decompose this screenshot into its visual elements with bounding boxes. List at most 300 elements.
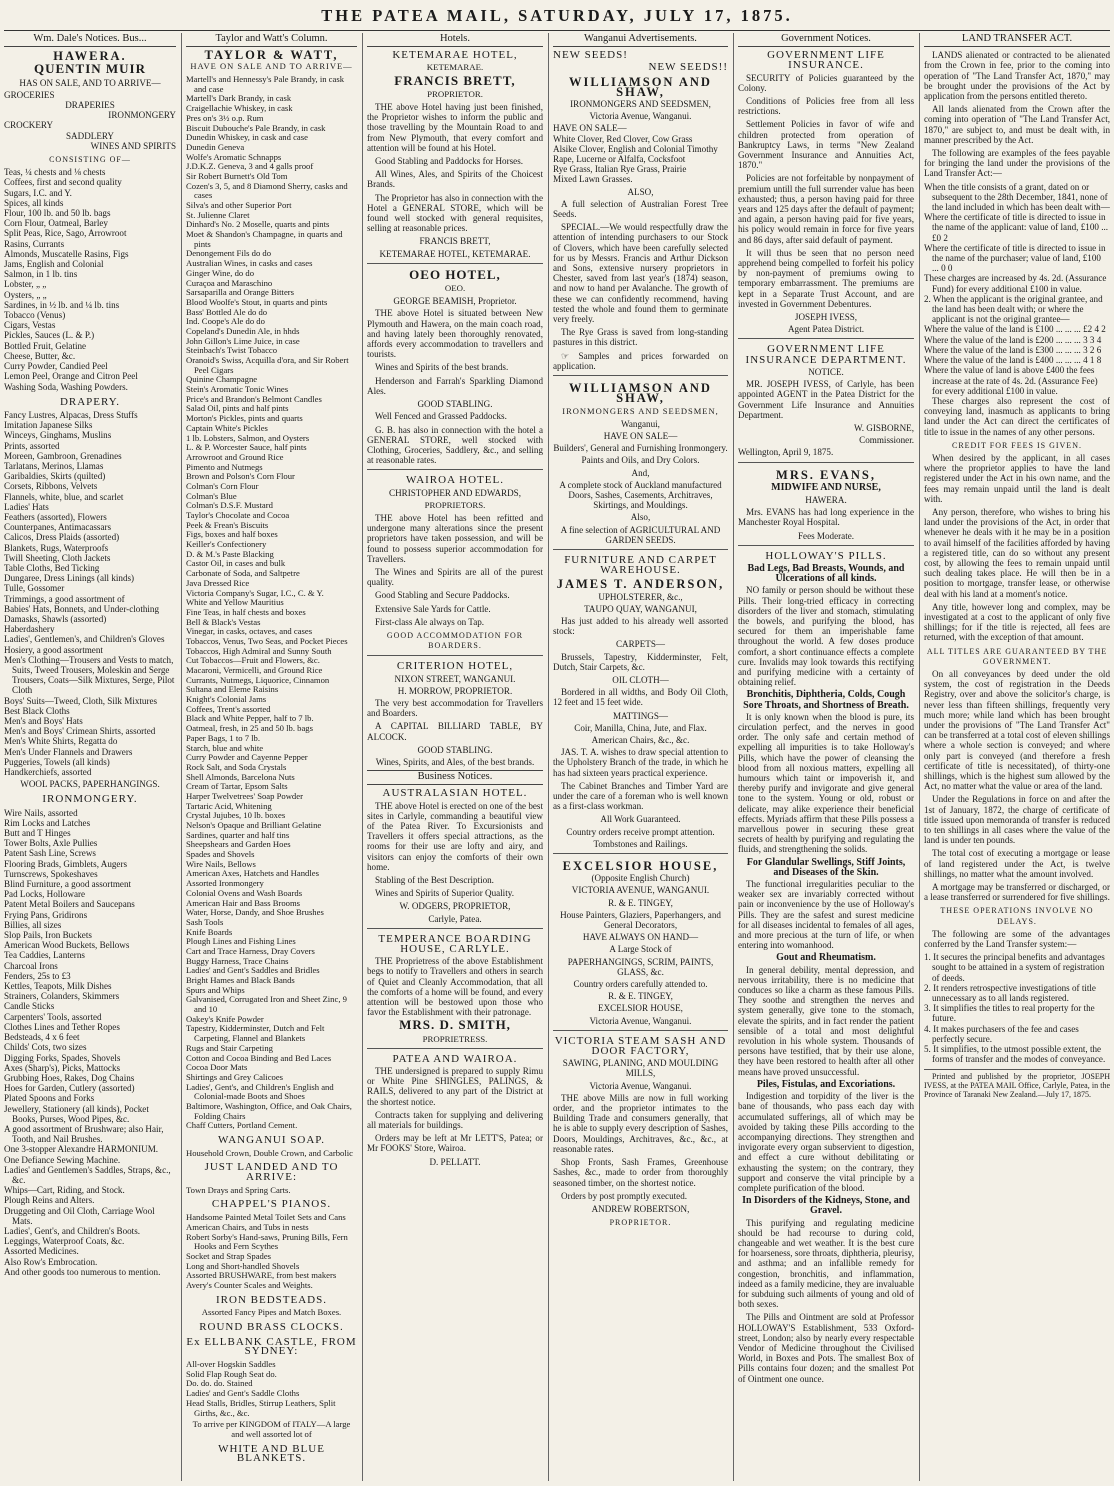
list-item: 2. It renders retrospective investigations of title unnecessary as to all lands registered. — [924, 982, 1096, 1004]
ad-signature: EXCELSIOR HOUSE, — [598, 1003, 683, 1014]
ad-criterion-hotel — [367, 655, 543, 767]
ad-name: JAMES T. ANDERSON, — [556, 577, 725, 592]
list-item: Men's White Shirts, Regatta do — [4, 736, 118, 747]
list-item: Tobacco (Venus) — [4, 310, 66, 321]
ad-body — [367, 801, 543, 899]
section-heading: IRONMONGERY. — [42, 793, 138, 806]
fee-line: Where the value of the land is £200 ... ... ... 3 3 4 — [924, 334, 1102, 345]
ad-body-line: Country orders receive prompt attention. — [566, 826, 715, 837]
list-item: Chaff Cutters, Portland Cement. — [186, 1120, 298, 1131]
ad-subhead: NOTICE. — [808, 366, 844, 377]
ad-paragraph: Conditions of Policies free from all less restrictions. — [738, 96, 914, 117]
list-item: Salad Oil, pints and half pints — [186, 403, 289, 414]
section-heading: ALL TITLES ARE GUARANTEED BY THE GOVERNMENT. — [926, 646, 1108, 666]
ad-name: VICTORIA STEAM SASH AND DOOR FACTORY, — [554, 1034, 727, 1058]
list-item: Cart and Trace Harness, Dray Covers — [186, 945, 315, 956]
ad-role: PROPRIETOR. — [427, 88, 483, 99]
list-item: Blood Woolfe's Stout, in quarts and pints — [186, 296, 328, 307]
ad-subtitle: (Opposite English Church) — [591, 873, 690, 884]
ad-place: NIXON STREET, WANGANUI. — [394, 673, 516, 684]
ad-paragraph: A CAPITAL BILLIARD TABLE, BY ALCOCK. — [367, 721, 543, 742]
ad-place: Wanganui, — [621, 418, 660, 429]
ad-paragraph: House Painters, Glaziers, Paperhangers, and General Decorators, — [560, 909, 721, 931]
list-item: Patent Sash Line, Screws — [4, 848, 96, 859]
fee-list — [924, 182, 1110, 396]
list-item: Martell's and Hennessy's Pale Brandy, in cask and case — [186, 74, 345, 94]
ad-body — [553, 1093, 728, 1201]
masthead-rule — [4, 30, 1110, 31]
ad-name: PATEA AND WAIROA. — [392, 1052, 518, 1065]
ad-signature: PROPRIETOR. — [609, 1218, 672, 1228]
ad-paragraph: Any person, therefore, who wishes to bring his land under the provisions of the Act, in order that whenever he deals with it he may be in a position to avail himself of the facilities afforded by having a registered title, can do so without any present cost, by allowing the fees to remain unpaid until such dealing takes place. He will then be in a position to mortgage, transfer lease, or otherwise deal with his land at a moment's notice. — [924, 506, 1110, 599]
ad-subhead: GOOD STABLING. — [417, 744, 493, 755]
list-item: Childs' Cots, two sizes — [4, 1042, 87, 1053]
ad-paragraph: Builders', General and Furnishing Ironmongery. — [553, 443, 728, 454]
list-item: Ladies', Gent's, and Children's Boots. — [4, 1225, 141, 1236]
ad-subtitle: SAWING, PLANING, AND MOULDING MILLS, — [562, 1058, 719, 1079]
list-item: Long and Short-handled Shovels — [186, 1260, 300, 1271]
list-item: Digging Forks, Spades, Shovels — [4, 1052, 121, 1063]
ad-address: Victoria Avenue, Wanganui. — [589, 1080, 692, 1091]
list-item: Tapestry, Kidderminster, Dutch and Felt Carpeting, Flannel and Blankets — [186, 1023, 325, 1044]
list-item: Flour, 100 lb. and 50 lb. bags — [4, 208, 111, 219]
list-item: Strainers, Colanders, Skimmers — [4, 991, 120, 1002]
ad-paragraph: A mortgage may be transferred or discharged, or a lease transferred or surrendered for five shillings. — [924, 882, 1110, 903]
ad-subtitle: IRONMONGERS AND SEEDSMEN, — [570, 99, 711, 110]
list-item: Damasks, Shawls (assorted) — [4, 613, 107, 624]
ad-paragraph: Wines and Spirits of the best brands. — [375, 362, 509, 373]
ad-oeo-hotel — [367, 263, 543, 465]
list-item: Steinbach's Twist Tobacco — [186, 345, 278, 356]
category-line: IRONMONGERY — [108, 110, 176, 121]
list-item: Also Row's Embrocation. — [4, 1256, 98, 1267]
list-item: Blankets, Rugs, Waterproofs — [4, 542, 109, 553]
list-item: 1 lb. Lobsters, Salmon, and Oysters — [186, 432, 310, 443]
list-item: Starch, blue and white — [186, 742, 264, 753]
list-item: Shirtings and Grey Calicoes — [186, 1071, 284, 1082]
list-item: Plated Spoons and Forks — [4, 1093, 95, 1104]
ad-holloways-pills — [738, 545, 914, 1384]
ad-insurance-notice — [738, 338, 914, 457]
list-item: Avery's Counter Scales and Weights. — [186, 1279, 313, 1290]
column-hotels — [367, 33, 543, 1481]
list-item: Blind Furniture, a good assortment — [4, 879, 132, 890]
masthead: THE PATEA MAIL, SATURDAY, JULY 17, 1875. — [321, 6, 793, 25]
goods-list — [186, 1360, 357, 1418]
ad-subtitle: HAVE ON SALE AND TO ARRIVE— — [190, 61, 353, 72]
goods-list — [186, 75, 357, 1131]
ad-body — [367, 698, 543, 742]
list-item: Charcoal Irons — [4, 960, 58, 971]
list-item: Brown and Polson's Corn Flour — [186, 471, 295, 482]
ad-wairoa-hotel — [367, 469, 543, 651]
ad-signature: Victoria Avenue, Wanganui. — [589, 1015, 692, 1026]
ad-top: NEW SEEDS!! — [648, 61, 728, 74]
ad-body-line: The functional irregularities peculiar to the weaker sex are invariably corrected without pain or inconvenience by the use of Holloway's Pills. They are the safest and surest medicine for all diseases incidental to females of all ages, and more precious at the turn of life, or when entering into womanhood. — [738, 879, 914, 951]
ad-subhead: In Disorders of the Kidneys, Stone, and Gravel. — [742, 1195, 910, 1217]
list-item: Macaroni, Vermicelli, and Ground Rice — [186, 665, 323, 675]
ad-paragraph: Good Stabling and Secure Paddocks. — [375, 590, 510, 601]
fee-line: Where the value of the land is £400 ... ... ... 4 1 8 — [924, 355, 1102, 366]
list-item: Tobaccos, Venus, Two Seas, and Pocket Pieces — [186, 635, 348, 646]
ad-name: AUSTRALASIAN HOTEL. — [382, 787, 528, 800]
ad-body — [367, 513, 543, 627]
ironmongery-list — [4, 808, 176, 1104]
list-item: Currants, Nutmegs, Liquorice, Cinnamon — [186, 674, 330, 685]
ad-paragraph: THE above Hotel is erected on one of the best sites in Carlyle, commanding a beautiful view of the Patea River. To Excursionists and Travellers it offers special attractions, as the rooms for their use are lofty and airy, and visitors can enjoy the comforts of their own home. — [367, 800, 543, 872]
list-item: Ladies' and Gent's Saddle Cloths — [186, 1388, 300, 1399]
column-government — [738, 33, 914, 1481]
ad-sash-factory — [553, 1030, 728, 1228]
list-item: Java Dressed Rice — [186, 577, 250, 588]
list-item: Sultana and Eleme Raisins — [186, 684, 279, 695]
list-item: Figs, boxes and half boxes — [186, 529, 278, 540]
ad-body — [367, 1066, 543, 1154]
ad-name: HOLLOWAY'S PILLS. — [765, 549, 887, 562]
ad-title: HAWERA. — [53, 49, 127, 64]
list-item: Colman's D.S.F. Mustard — [186, 500, 273, 511]
ad-owner: H. MORROW, PROPRIETOR. — [397, 685, 513, 696]
list-item: Moet & Shandon's Champagne, in quarts and pints — [186, 229, 343, 249]
list-item: Sugars, I.C. and Y. — [4, 187, 72, 198]
ad-body — [553, 910, 728, 989]
ad-paragraph: The Proprietor has also in connection with the Hotel a GENERAL STORE, which will be found well stocked with general requisites, selling at reasonable prices. — [367, 192, 543, 234]
list-item: St. Julienne Claret — [186, 209, 250, 220]
ad-paragraph: Country orders carefully attended to. — [573, 979, 708, 990]
list-item: Carbonate of Soda, and Saltpetre — [186, 568, 300, 579]
ad-paragraph: Under the Regulations in force on and after the 1st of January, 1872, the charge of certificate of title issued upon memoranda of transfer is reduced to ten shillings in all cases where the value of the land is under ten pounds. — [924, 794, 1110, 846]
list-item: Alsike Clover, English and Colonial Timothy — [553, 143, 718, 154]
list-item: Best Black Cloths — [4, 705, 70, 716]
ad-body-line: It is only known when the blood is pure, its circulation perfect, and the nerves in good order. The only safe and certain method of expelling all impurities is to take Holloway's Pills, which have the power of cleansing the blood from all noxious matters, expelling all humours which taint or impoverish it, and thereby purify and invigorate and give general tone to the system. Young or old, robust or delicate, may alike experience their beneficial effects. Myriads affirm that these Pills possess a marvellous power in securing these great secrets of health by purifying and regulating the fluids, and strengthening the solids. — [738, 711, 914, 855]
list-item: Sheepshears and Garden Hoes — [186, 839, 291, 850]
ad-subhead: Piles, Fistulas, and Excoriations. — [756, 1078, 896, 1090]
ad-name: WAIROA HOTEL. — [406, 474, 504, 487]
list-item: Ladies', Gentlemen's, and Children's Gloves — [4, 634, 165, 645]
ad-patea-wairoa — [367, 1048, 543, 1167]
ad-owner: CHRISTOPHER AND EDWARDS, — [389, 487, 521, 498]
list-item: Axes (Sharp's), Picks, Mattocks — [4, 1062, 121, 1073]
list-item: Sardines, quarter and half tins — [186, 829, 290, 840]
ad-name: GOVERNMENT LIFE INSURANCE DEPARTMENT. — [745, 343, 907, 366]
list-item: Carpenters' Tools, assorted — [4, 1011, 102, 1022]
list-item: Corsets, Ribbons, Velvets — [4, 481, 98, 492]
column-heading: Wanganui Advertisements. — [553, 33, 728, 47]
list-item: Ladies', Gent's, and Children's English and Colonial-made Boots and Shoes — [186, 1081, 334, 1102]
list-item: Oakey's Knife Powder — [186, 1013, 264, 1024]
ad-williamson-shaw — [553, 375, 728, 545]
list-item: Jewellery, Stationery (all kinds), Pocket Books, Purses, Wood Pipes, &c. — [4, 1103, 149, 1124]
list-item: J.D.K.Z. Geneva, 3 and 4 galls proof — [186, 161, 314, 172]
list-item: Oysters, „ „ — [4, 289, 47, 300]
list-item: Rugs and Stair Carpeting — [186, 1042, 273, 1053]
ad-name: CRITERION HOTEL, — [396, 660, 514, 673]
ad-body-line: A full selection of Australian Forest Tree Seeds. — [553, 198, 728, 220]
list-item: Bright Hames and Black Bands — [186, 975, 295, 985]
ad-paragraph: Any title, however long and complex, may be investigated at a cost to the applicant of only five shillings; for if the title is rejected, all fees are returned, with the exception of that amount. — [924, 601, 1110, 643]
ad-paragraph: Contracts taken for supplying and delivering all materials for buildings. — [367, 1109, 543, 1131]
ad-signature: Carlyle, Patea. — [428, 913, 482, 924]
section-heading: ROUND BRASS CLOCKS. — [199, 1321, 344, 1333]
list-item: Boys' Suits—Tweed, Cloth, Silk Mixtures — [4, 695, 158, 706]
section-heading: WANGANUI SOAP. — [218, 1134, 325, 1146]
list-item: Candle Sticks — [4, 1001, 55, 1012]
list-item: Australian Wines, in casks and cases — [186, 258, 313, 269]
list-item: Split Peas, Rice, Sago, Arrowroot — [4, 228, 127, 239]
ad-body-line: The following are some of the advantages conferred by the Land Transfer system:— — [924, 928, 1110, 950]
list-item: Sarsaparilla and Orange Bitters — [186, 287, 295, 298]
list-item: Washing Soda, Washing Powders. — [4, 381, 128, 392]
ad-role: PROPRIETRESS. — [422, 1033, 488, 1044]
list-item: Captain White's Pickles — [186, 422, 268, 433]
goods-list — [186, 1213, 357, 1291]
ad-footer: GOOD ACCOMMODATION FOR BOARDERS. — [386, 630, 524, 651]
ad-paragraph: LANDS alienated or contracted to be alienated from the Crown in fee, prior to the coming into operation of "The Land Transfer Act, 1870," may be brought under the provisions of the Act by application from the persons entitled thereto. — [924, 50, 1110, 102]
list-item: Keiller's Confectionery — [186, 539, 267, 550]
ad-place: OEO. — [444, 283, 466, 294]
list-item: Rye Grass, Italian Rye Grass, Prairie — [553, 164, 687, 175]
list-item: Wire Nails, Bellows — [186, 858, 256, 869]
ad-body-line: Indigestion and torpidity of the liver is the bane of thousands, who pass each day with accumulated sufferings, all of which may be avoided by taking these Pills according to the accompanying directions. They strengthen and invigorate every organ subservient to digestion, and effect a cure without debilitating or exhausting the system; on the contrary, they support and conserve the vital principle by a complete purification of the blood. — [738, 1091, 914, 1193]
list-item: Ladies' Hats — [4, 501, 49, 512]
list-item: Quinine Champagne — [186, 374, 258, 385]
list-item: Crystal Jujubes, 10 lb. boxes — [186, 810, 286, 821]
ad-body — [367, 102, 543, 233]
ad-paragraph: The total cost of executing a mortgage or lease of land registered under the Act, is twelve shillings, no matter what the amount involved. — [924, 848, 1110, 879]
list-item: Tarlatans, Merinos, Llamas — [4, 460, 104, 471]
list-item: Castor Oil, in cases and bulk — [186, 558, 286, 569]
category-line: SADDLERY — [66, 130, 114, 141]
list-item: Almonds, Muscatelle Rasins, Figs — [4, 248, 129, 259]
ad-paragraph: THE above Hotel having just been finished, the Proprietor wishes to inform the public and those travelling by the Mountain Road to and from New Plymouth, that every comfort and attention will be found at his Hotel. — [367, 102, 543, 153]
list-item: Colonial Ovens and Wash Boards — [186, 887, 303, 898]
drapery-list — [4, 410, 176, 777]
ad-paragraph: First-class Ale always on Tap. — [375, 616, 485, 627]
list-item: Curaçoa and Maraschino — [186, 277, 273, 288]
column-land-transfer — [924, 33, 1110, 1481]
goods-line: Household Crown, Double Crown, and Carbolic — [186, 1147, 353, 1158]
section-heading: Ex ELLBANK CASTLE, FROM SYDNEY: — [186, 1335, 357, 1358]
fee-line: Where the value of the land is £300 ... ... ... 3 2 6 — [924, 344, 1102, 355]
list-item: Kettles, Teapots, Milk Dishes — [4, 981, 112, 992]
list-item: Dinhard's No. 2 Moselle, quarts and pints — [186, 219, 330, 230]
list-item: Haberdashery — [4, 624, 55, 635]
list-item: Curry Powder, Candied Peel — [4, 361, 108, 372]
ad-body — [367, 956, 543, 1017]
ad-body — [924, 453, 1110, 643]
list-item: Slop Pails, Iron Buckets — [4, 930, 92, 941]
list-item: Water, Horse, Dandy, and Shoe Brushes — [186, 907, 324, 918]
ad-owner: R. & E. TINGEY, — [608, 897, 673, 908]
ad-new-seeds — [553, 50, 728, 371]
column-rule — [362, 33, 363, 1481]
section-heading: CHAPPEL'S PIANOS. — [211, 1198, 332, 1211]
list-item: Pickles, Sauces (L. & P.) — [4, 330, 95, 341]
section-heading: CREDIT FOR FEES IS GIVEN. — [952, 440, 1082, 450]
column-heading: LAND TRANSFER ACT. — [924, 33, 1110, 47]
ad-paragraph: The very best accommodation for Travellers and Boarders. — [367, 697, 543, 719]
list-item: Leggings, Waterproof Coats, &c. — [4, 1236, 125, 1247]
list-item: Solid Flap Rough Seat do. — [186, 1368, 277, 1379]
list-item: Ladies' and Gent's Saddles and Bridles — [186, 965, 320, 976]
fee-line: 2. When the applicant is the original grantee, and the land has been dealt with; or where the applicant is not the original grantee— — [924, 293, 1103, 325]
list-item: Nelson's Opaque and Brilliant Gelatine — [186, 820, 322, 830]
list-item: Spices, all kinds — [4, 197, 64, 208]
ad-body-line: JAS. T. A. wishes to draw special attention to the Upholstery Branch of the trade, in which he has had sixteen years practical experience. — [553, 747, 728, 778]
ad-body — [924, 396, 1110, 437]
ad-intro: HAS ON SALE, AND TO ARRIVE— — [19, 77, 161, 88]
list-item: Morton's Pickles, pints and quarts — [186, 413, 303, 424]
list-item: Dunedin Whiskey, in cask and case — [186, 132, 308, 143]
ad-place: HAWERA. — [805, 494, 847, 505]
imprint: Printed and published by the proprietor, JOSEPH IVESS, at the PATEA MAIL Office, Carlyle, Patea, in the Province of Taranaki New Zealand.—July 17, 1875. — [924, 1069, 1110, 1099]
ad-excelsior-house — [553, 853, 728, 1026]
list-item: Cheese, Butter, &c. — [4, 350, 76, 361]
list-item: Socket and Strap Spades — [186, 1250, 272, 1261]
list-item: Salmon, in 1 lb. tins — [4, 269, 78, 280]
list-item: Wolfe's Aromatic Schnapps — [186, 151, 282, 162]
ad-paragraph: It will thus be seen that no person need apprehend being compelled to forfeit his policy by non-payment of premiums owing to temporary embarrassment. The premiums are kept in a Separate Trust Account, and are invested in Government Debentures. — [738, 247, 914, 309]
list-item: Knight's Colonial Jams — [186, 694, 267, 705]
list-item: Lobster, „ „ — [4, 279, 47, 290]
ad-paragraph: When desired by the applicant, in all cases where the proprietor applies to have the land registered under the Act in his own name, and the fees may remain unpaid until the land is dealt with. — [924, 452, 1110, 504]
ad-paragraph: Wines and Spirits of Superior Quality. — [375, 888, 514, 899]
ad-body — [738, 73, 914, 309]
list-item: And other goods too numerous to mention. — [4, 1266, 161, 1277]
ad-paragraph: G. B. has also in connection with the hotel a GENERAL STORE, well stocked with Clothing, Groceries, Saddlery, &c., and selling at reasonable rates. — [367, 424, 543, 466]
list-item: Coffees, first and second quality — [4, 177, 122, 188]
ad-subhead: Bronchitis, Diphtheria, Colds, Cough Sore Throats, and Shortness of Breath. — [743, 689, 909, 711]
column-rule — [919, 33, 920, 1481]
ad-signature: R. & E. TINGEY, — [608, 991, 673, 1002]
ad-address: Victoria Avenue, Wanganui. — [589, 111, 692, 122]
list-item: Bass' Bottled Ale do do — [186, 306, 268, 317]
list-item: Men's and Boys' Crimean Shirts, assorted — [4, 726, 156, 737]
ad-subhead: MATTINGS— — [612, 710, 669, 721]
list-item: One 3-stopper Alexandre HARMONIUM. — [4, 1144, 159, 1155]
category-list — [4, 90, 176, 165]
ad-name: KETEMARAE HOTEL, — [392, 49, 518, 62]
list-item: Pres on's 3½ o.p. Rum — [186, 112, 264, 123]
ad-paragraph: Good Stabling and Paddocks for Horses. — [375, 156, 524, 167]
category-line: DRAPERIES — [65, 100, 115, 111]
list-item: Spades and Shovels — [186, 849, 255, 860]
ad-body-line: This purifying and regulating medicine should be had recourse to during cold, changeable and wet weather. It is the best cure for hoarseness, sore throats, diphtheria, pleurisy, and asthma; and an infallible remedy for congestion, bronchitis, and inflammation, indeed as a family medicine, they are invaluable for subduing such ailments of young and old of both sexes. — [738, 1217, 914, 1310]
ad-body-line: Mrs. EVANS has had long experience in the Manchester Royal Hospital. — [738, 507, 914, 528]
column-muir — [4, 33, 176, 1481]
list-item: Taylor's Chocolate and Cocoa — [186, 510, 290, 520]
list-item: Silva's and other Superior Port — [186, 200, 292, 210]
list-item: Ind. Coope's Ale do do — [186, 316, 265, 327]
category-line: CROCKERY — [4, 120, 54, 131]
list-item: All-over Hogskin Saddles — [186, 1359, 276, 1370]
list-item: Tower Bolts, Axle Pullies — [4, 838, 98, 849]
list-item: Cigars, Vestas — [4, 320, 56, 331]
list-item: Fancy Lustres, Alpacas, Dress Stuffs — [4, 409, 138, 420]
grocery-list — [4, 167, 176, 391]
ad-anderson — [553, 549, 728, 849]
list-item: Denongement Fils do do — [186, 248, 272, 259]
ad-body-line: Wines, Spirits, and Ales, of the best brands. — [375, 756, 535, 767]
list-item: Frying Pans, Gridirons — [4, 909, 88, 920]
list-item: Rape, Lucerne or Alfalfa, Cocksfoot — [553, 154, 686, 165]
section-heading: DRAPERY. — [59, 395, 121, 408]
list-item: Mixed Lawn Grasses. — [553, 174, 633, 185]
list-item: Assorted Ironmongery — [186, 878, 264, 889]
ad-paragraph: The following are examples of the fees payable for bringing the land under the provisions of the Land Transfer Act:— — [924, 148, 1110, 179]
list-item: 3. It simplifies the titles to real property for the future. — [924, 1003, 1095, 1024]
list-item: Bottled Fruit, Gelatine — [4, 340, 87, 351]
category-line: CONSISTING OF— — [49, 155, 131, 165]
ad-paragraph: A Large Stock of — [609, 944, 672, 955]
ad-body-line: American Chairs, &c., &c. — [591, 734, 690, 745]
list-item: Billies, all sizes — [4, 919, 62, 930]
list-item: Plough Reins and Alters. — [4, 1195, 95, 1206]
list-item: Hosiery, a good assortment — [4, 644, 103, 655]
ad-paragraph: The Wines and Spirits are all of the purest quality. — [367, 566, 543, 588]
list-item: Winceys, Ginghams, Muslins — [4, 430, 112, 441]
ad-body-line: Has just added to his already well assorted stock: — [553, 615, 728, 637]
section-heading: JUST LANDED AND TO ARRIVE: — [204, 1161, 339, 1184]
ad-paragraph: PAPERHANGINGS, SCRIM, PAINTS, GLASS, &c. — [567, 956, 714, 977]
ad-signature: KETEMARAE HOTEL, KETEMARAE. — [379, 248, 531, 259]
ad-body-line: All Work Guaranteed. — [600, 814, 681, 825]
list-item: Copeland's Dunedin Ale, in hhds — [186, 325, 300, 336]
column-heading: Government Notices. — [738, 33, 914, 47]
ad-body-line: Fees Moderate. — [797, 530, 855, 541]
ad-paragraph: THE above Mills are now in full working order, and the proprietor intimates to the Building Trade and consumers generally, that he is able to supply every description of Sashes, Doors, Mouldings, Architraves, &c., &c., at reasonable rates. — [553, 1092, 728, 1154]
list-item: Flooring Brads, Gimblets, Augers — [4, 858, 128, 869]
ad-name: WILLIAMSON AND SHAW, — [569, 74, 712, 99]
ad-body — [367, 411, 543, 465]
ad-paragraph: Extensive Sale Yards for Cattle. — [375, 603, 491, 614]
ad-body — [553, 222, 728, 371]
list-item: Sash Tools — [186, 916, 224, 927]
ad-signature: W. GISBORNE, — [853, 422, 914, 433]
ad-paragraph: Well Fenced and Grassed Paddocks. — [375, 411, 507, 422]
list-item: Turnscrews, Spokeshaves — [4, 868, 98, 879]
list-item: Wire Nails, assorted — [4, 807, 78, 818]
list-item: Sir Robert Burnett's Old Tom — [186, 170, 288, 181]
list-item: Handsome Painted Metal Toilet Sets and Cans — [186, 1212, 346, 1223]
list-item: Price's and Brandon's Belmont Candles — [186, 393, 322, 404]
ad-paragraph: All lands alienated from the Crown after the coming into operation of "The Land Transfer Act, 1870," are subject to, and must be dealt with, in manner prescribed by the Act. — [924, 104, 1110, 145]
list-item: Sardines, in ½ lb. and ¼ lb. tins — [4, 299, 120, 310]
ad-subhead: Bad Legs, Bad Breasts, Wounds, and Ulcerations of all kinds. — [747, 562, 905, 585]
list-item: Stein's Aromatic Tonic Wines — [186, 384, 289, 395]
ad-name: TEMPERANCE BOARDING HOUSE, CARLYLE. — [378, 932, 532, 956]
list-item: Coffees, Trent's assorted — [186, 703, 271, 714]
list-item: Grubbing Hoes, Rakes, Dog Chains — [4, 1072, 135, 1083]
ad-name: OEO HOTEL, — [409, 266, 501, 282]
ad-paragraph: Settlement Policies in favor of wife and children protected from operation of Bankruptcy Laws, in terms "New Zealand Government Insurance and Annuities Act, 1870." — [738, 119, 914, 171]
ad-have: HAVE ON SALE— — [603, 430, 678, 441]
ad-paragraph: And, — [631, 467, 650, 478]
fee-line: Where the certificate of title is directed to issue in the name of the purchaser; value of land, £100 ... 0 0 — [924, 242, 1106, 274]
list-item: Fine Teas, in half chests and boxes — [186, 606, 306, 617]
list-item: D. & M.'s Paste Blacking — [186, 548, 274, 559]
ad-body-line: MR. JOSEPH IVESS, of Carlyle, has been appointed AGENT in the Patea District for the Government Life Insurance and Annuities Department. — [738, 379, 914, 420]
section-heading: IRON BEDSTEADS. — [216, 1293, 327, 1306]
list-item: Baltimore, Washington, Office, and Oak Chairs, Folding Chairs — [186, 1100, 352, 1121]
list-item: Jams, English and Colonial — [4, 259, 104, 270]
ad-paragraph: SPECIAL.—We would respectfully draw the attention of intending purchasers to our Stock of Clovers, which have been carefully selected for us by Messrs. Francis and Arthur Dickson and Sons, extensive nursery proprietors in Chester, saved from last year's (1874) season, and now to hand per Avalanche. The growth of these we can confidently recommend, having tested the whole and found them to germinate very freely. — [553, 222, 728, 325]
list-item: Calicos, Dress Plaids (assorted) — [4, 532, 120, 543]
list-item: Tea Caddies, Lanterns — [4, 950, 85, 961]
list-item: American Wood Buckets, Bellows — [4, 940, 130, 951]
list-item: Do. do. do. Stained — [186, 1378, 253, 1389]
ad-paragraph: These charges also represent the cost of conveying land, inasmuch as applicants to bring land under the Act can direct the certificates of title to issue in the names of any other persons. — [924, 395, 1110, 437]
